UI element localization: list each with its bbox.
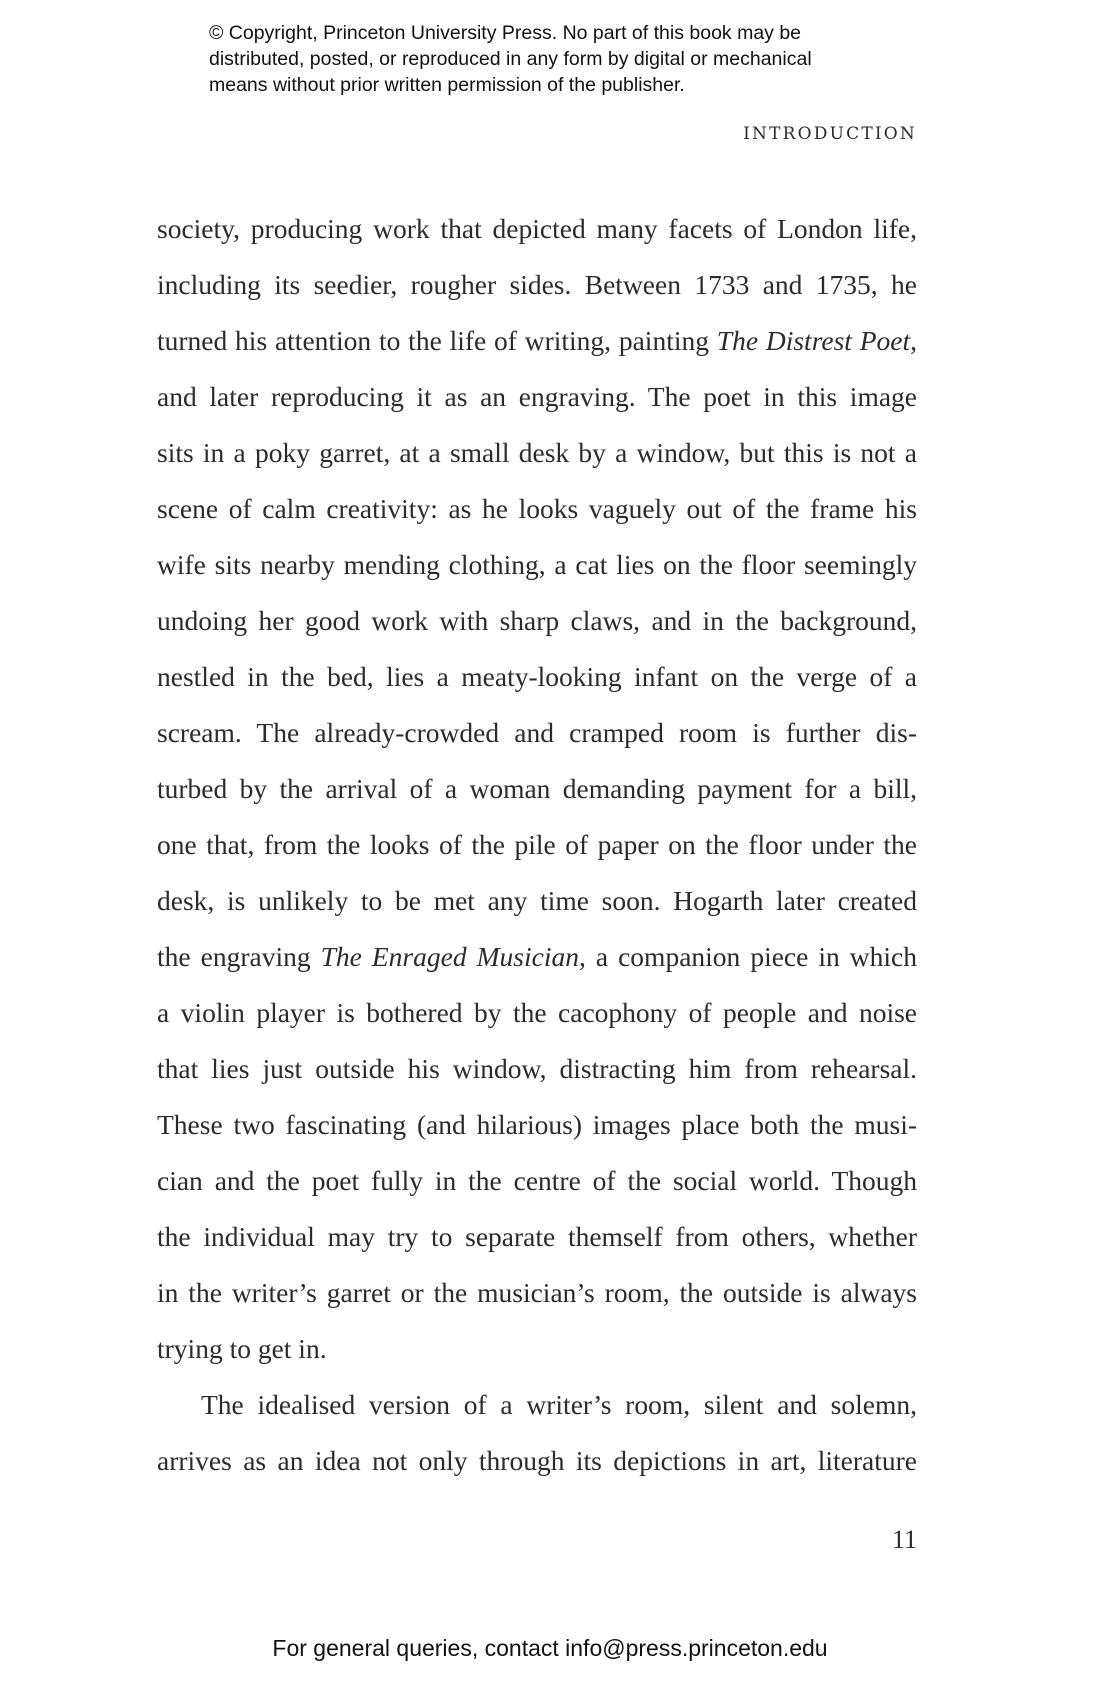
running-head: INTRODUCTION xyxy=(743,124,917,144)
text-line: scream. The already-crowded and cramped room is further dis- xyxy=(157,717,917,748)
text-line: the individual may try to separate themself from others, whether xyxy=(157,1221,917,1252)
text-line: arrives as an idea not only through its depictions in art, literature xyxy=(157,1445,917,1476)
footer-contact: For general queries, contact info@press.princeton.edu xyxy=(272,1635,828,1661)
text-line: society, producing work that depicted many facets of London life, xyxy=(157,213,917,244)
copyright-line: © Copyright, Princeton University Press. No part of this book may be xyxy=(209,22,802,44)
text-fragment: , xyxy=(910,325,917,356)
text-line: scene of calm creativity: as he looks vaguely out of the frame his xyxy=(157,493,917,524)
artwork-title: The Enraged Musician xyxy=(320,941,579,972)
paragraph xyxy=(157,209,917,1385)
copyright-line: means without prior written permission of the publisher. xyxy=(209,74,685,96)
text-line: desk, is unlikely to be met any time soon. Hogarth later created xyxy=(157,885,917,916)
text-line: a violin player is bothered by the cacophony of people and noise xyxy=(157,997,917,1028)
text-line: These two fascinating (and hilarious) images place both the musi- xyxy=(157,1109,917,1140)
text-line: including its seedier, rougher sides. Between 1733 and 1735, he xyxy=(157,269,917,300)
text-line: in the writer’s garret or the musician’s room, the outside is always xyxy=(157,1277,917,1308)
text-line: and later reproducing it as an engraving. The poet in this image xyxy=(157,381,917,412)
text-fragment: turned his attention to the life of writing, painting xyxy=(157,325,717,356)
copyright-notice xyxy=(209,20,969,98)
text-fragment: the engraving xyxy=(157,941,321,972)
artwork-title: The Distrest Poet xyxy=(716,325,911,356)
text-line xyxy=(157,321,917,377)
paragraph xyxy=(157,1385,917,1497)
page-number: 11 xyxy=(891,1525,917,1554)
text-line: one that, from the looks of the pile of paper on the floor under the xyxy=(157,829,917,860)
body-text xyxy=(157,209,917,1497)
text-line: sits in a poky garret, at a small desk by a window, but this is not a xyxy=(157,437,917,468)
text-line: wife sits nearby mending clothing, a cat lies on the floor seemingly xyxy=(157,549,917,580)
text-line xyxy=(157,937,917,993)
text-line: undoing her good work with sharp claws, and in the background, xyxy=(157,605,917,636)
text-fragment: , a companion piece in which xyxy=(578,941,917,972)
text-line: trying to get in. xyxy=(157,1333,327,1364)
text-line: nestled in the bed, lies a meaty-looking infant on the verge of a xyxy=(157,661,917,692)
text-line: cian and the poet fully in the centre of the social world. Though xyxy=(157,1165,917,1196)
text-line: turbed by the arrival of a woman demanding payment for a bill, xyxy=(157,773,917,804)
text-line: that lies just outside his window, distracting him from rehearsal. xyxy=(157,1053,917,1084)
text-line: The idealised version of a writer’s room, silent and solemn, xyxy=(201,1389,917,1420)
copyright-line: distributed, posted, or reproduced in any form by digital or mechanical xyxy=(209,48,812,70)
